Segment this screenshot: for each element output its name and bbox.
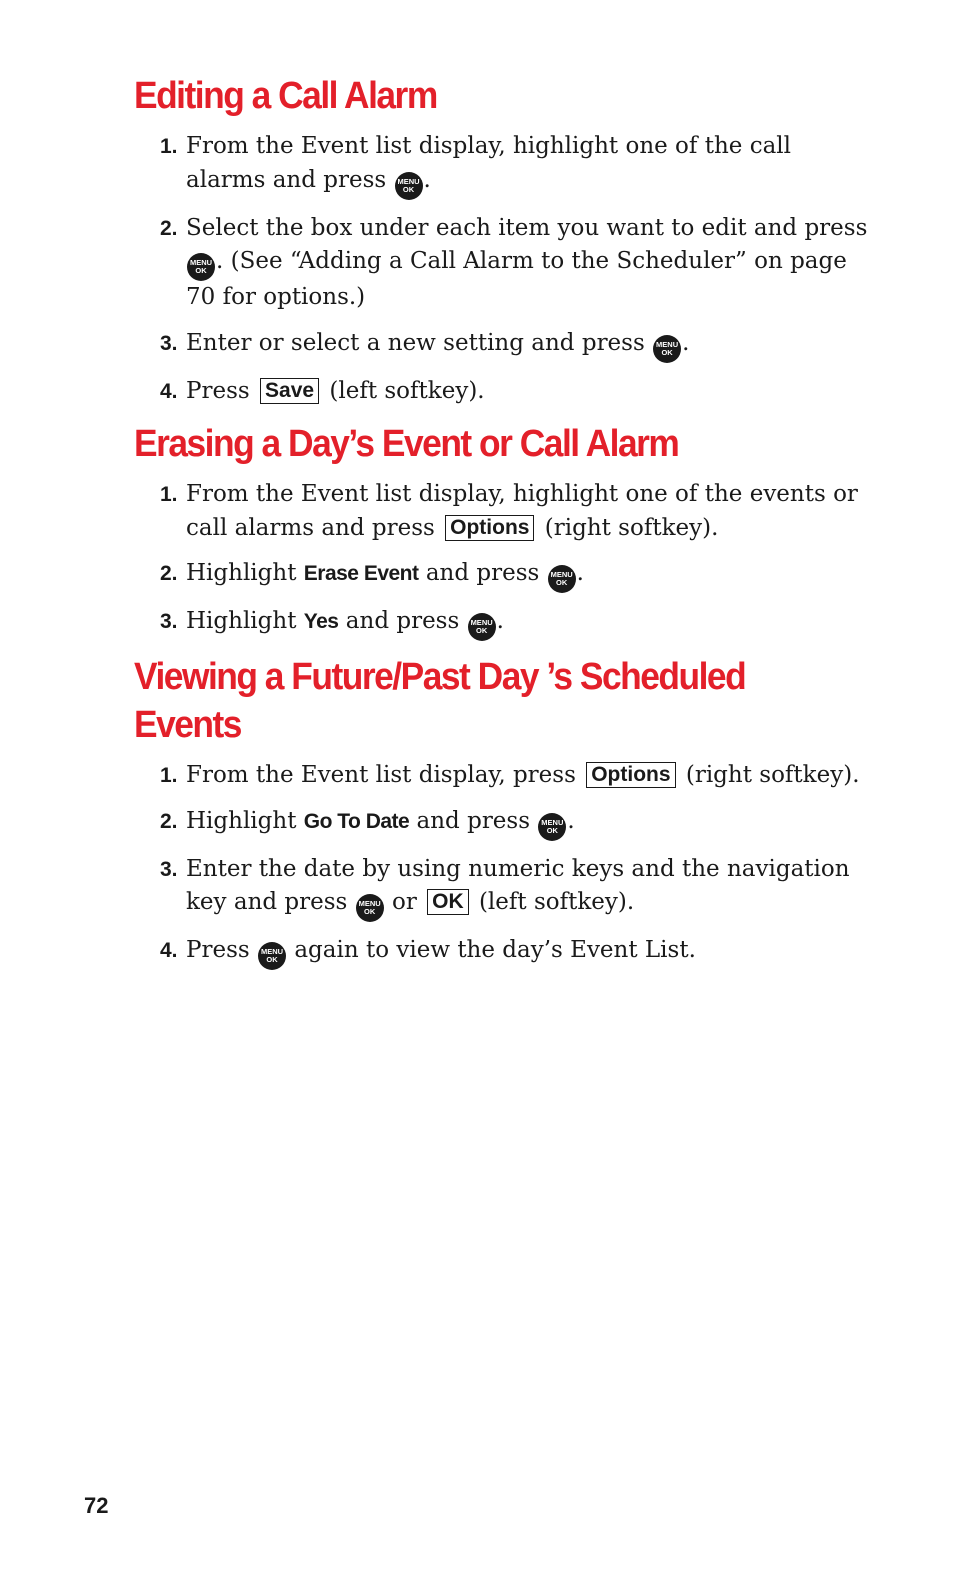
softkey-label: Save [260, 378, 319, 404]
softkey-label: OK [427, 889, 469, 915]
list-item: 3. Enter the date by using numeric keys and the navigation key and press MENU OK or OK (left softkey). [134, 853, 874, 923]
menu-option-label: Yes [303, 610, 339, 633]
step-list [134, 478, 874, 641]
page-content [134, 72, 874, 982]
list-item: 4. Press Save (left softkey). [160, 377, 485, 404]
menu-ok-key-icon: MENU OK [548, 565, 576, 593]
menu-ok-key-icon: MENU OK [187, 253, 215, 281]
menu-option-label: Go To Date [303, 809, 410, 833]
list-item: 1. From the Event list display, highlight one of the call alarms and press MENU OK . [134, 130, 874, 200]
menu-ok-key-icon: MENU OK [538, 813, 566, 841]
menu-ok-key-icon: MENU OK [395, 172, 423, 200]
menu-ok-key-icon: MENU OK [356, 894, 384, 922]
step-list [134, 759, 874, 970]
menu-ok-key-icon: MENU OK [258, 942, 286, 970]
menu-option-label: Erase Event [303, 562, 419, 585]
step-list [134, 130, 874, 408]
list-item: 3. Highlight Yes and press MENU OK . [134, 605, 874, 641]
list-item: 4. Press MENU OK again to view the day’s Event List. [134, 934, 874, 970]
section-title: Viewing a Future/Past Day ’s Scheduled Events [134, 656, 746, 746]
list-item: 3. Enter or select a new setting and press MENU OK . [134, 327, 874, 363]
list-item: 2. Highlight Erase Event and press MENU OK . [134, 557, 874, 593]
section-title: Editing a Call Alarm [134, 75, 437, 117]
menu-ok-key-icon: MENU OK [653, 335, 681, 363]
softkey-label: Options [586, 762, 675, 788]
page-number: 72 [84, 1493, 109, 1518]
softkey-label: Options [445, 515, 534, 541]
list-item: 1. From the Event list display, highlight one of the events or call alarms and press Options (right softkey). [160, 481, 858, 541]
list-item: 2. Highlight Go To Date and press MENU OK . [134, 805, 874, 841]
list-item: 1. From the Event list display, press Options (right softkey). [160, 762, 860, 788]
list-item: 2. Select the box under each item you want to edit and press MENU OK . (See “Adding a Call Alarm to the Scheduler” on page 70 for options.) [160, 214, 868, 310]
menu-ok-key-icon: MENU OK [468, 613, 496, 641]
section-title: Erasing a Day’s Event or Call Alarm [134, 423, 679, 465]
